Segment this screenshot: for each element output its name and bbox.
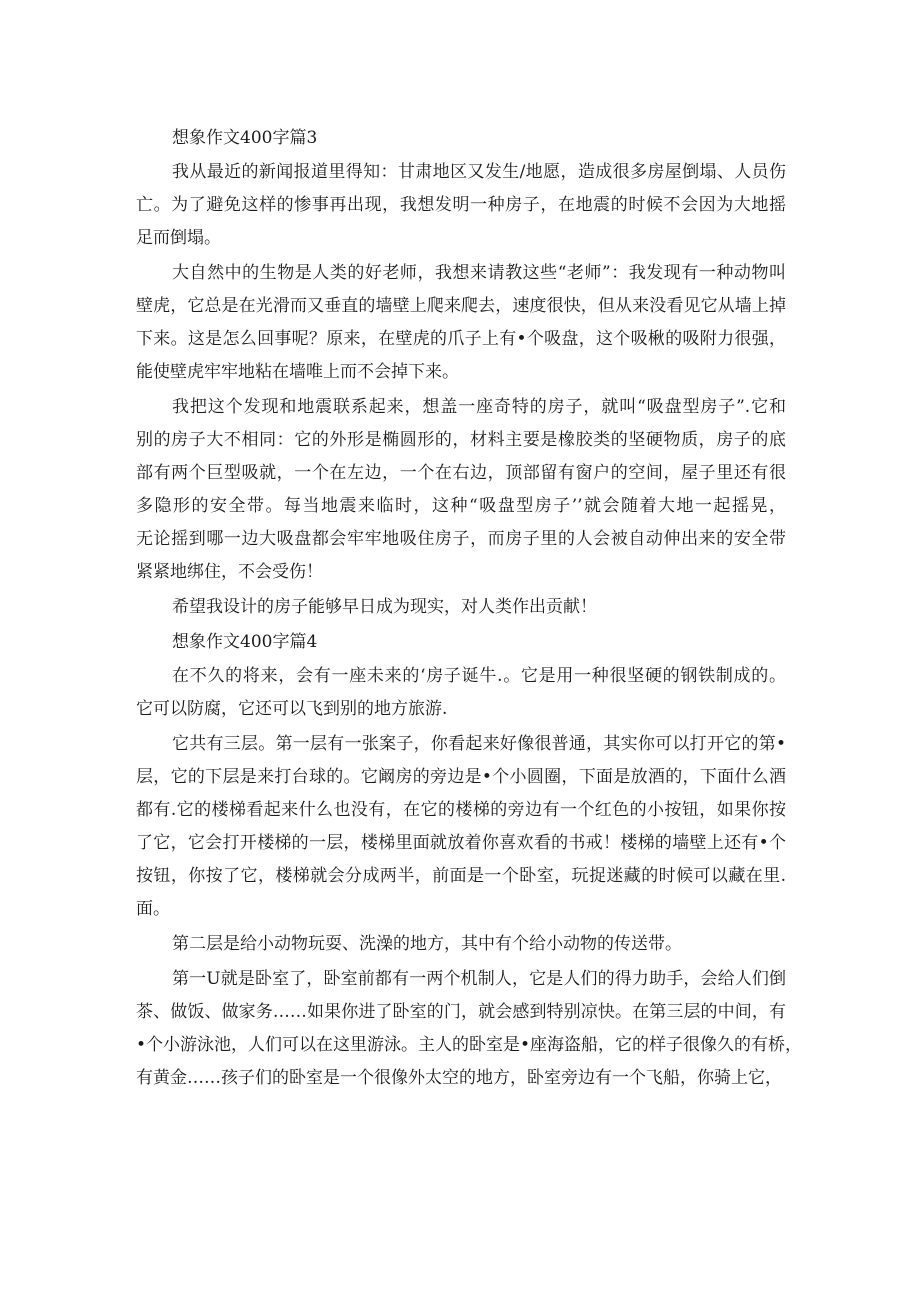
- paragraph-line: 它可以防腐，它还可以飞到别的地方旅游.: [136, 699, 448, 719]
- paragraph-line: 面。: [136, 899, 170, 919]
- paragraph: [136, 928, 786, 961]
- paragraph-line: 我从最近的新闻报道里得知：甘肃地区又发生/地愿，造成很多房屋倒塌、人员伤: [172, 162, 786, 182]
- paragraph-line: 部有两个巨型吸就，一个在左边，一个在右边，顶部留有窗户的空间，屋子里还有很: [136, 463, 786, 483]
- paragraph-line: 下来。这是怎么回事呢？原来，在壁虎的爪子上有•个吸盘，这个吸楸的吸附力很强，: [136, 329, 786, 349]
- paragraph-line: 茶、做饭、做家务……如果你进了卧室的门，就会感到特别凉快。在第三层的中间，有: [136, 1002, 786, 1022]
- paragraph-line: 别的房子大不相同：它的外形是椭圆形的，材料主要是橡胶类的坚硬物质，房子的底: [136, 430, 786, 450]
- paragraph-line: 有黄金……孩子们的卧室是一个很像外太空的地方，卧室旁边有一个飞船，你骑上它，: [136, 1068, 782, 1088]
- paragraph-line: 大自然中的生物是人类的好老师，我想来请教这些“老师”：我发现有一种动物叫: [172, 263, 786, 283]
- paragraph-line: 了它，它会打开楼梯的一层，楼梯里面就放着你喜欢看的书戒！楼梯的墙壁上还有•个: [136, 833, 786, 853]
- paragraph-line: 多隐形的安全带。每当地震来临时，这种“吸盘型房子’’就会随着大地一起摇晃，: [136, 496, 786, 516]
- paragraph-line: 无论摇到哪一边大吸盘都会牢牢地吸住房子，而房子里的人会被自动伸出来的安全带: [136, 529, 786, 549]
- paragraph-line: 第一U就是卧室了，卧室前都有一两个机制人，它是人们的得力助手，会给人们倒: [172, 969, 786, 989]
- paragraph-line: 希望我设计的房子能够早日成为现实，对人类作出贡献！: [172, 597, 597, 617]
- paragraph-line: 足而倒塌。: [136, 228, 221, 248]
- paragraph-line: 层，它的下层是来打台球的。它阚房的旁边是•个小圆圈，下面是放酒的，下面什么酒: [136, 767, 786, 787]
- section-heading: 想象作文400字篇4: [172, 632, 318, 652]
- paragraph-line: 能使壁虎牢牢地粘在墙唯上而不会掉下来。: [136, 362, 459, 382]
- paragraph-line: 在不久的将来，会有一座未来的‘房子诞牛.。它是用一种很坚硬的钢铁制成的。: [172, 666, 786, 686]
- document-body: [136, 122, 803, 1097]
- paragraph: [136, 660, 786, 726]
- paragraph-line: 按钮，你按了它，楼梯就会分成两半，前面是一个卧室，玩捉迷藏的时候可以藏在里.: [136, 866, 786, 886]
- paragraph: [136, 591, 786, 624]
- paragraph: [136, 156, 786, 255]
- paragraph-line: •个小游泳池，人们可以在这里游泳。主人的卧室是•座海盗船，它的样子很像久的有桥，: [136, 1035, 803, 1055]
- paragraph-line: 第二层是给小动物玩耍、洗澡的地方，其中有个给小动物的传送带。: [172, 934, 682, 954]
- paragraph-line: 亡。为了避免这样的惨事再出现，我想发明一种房子，在地震的时候不会因为大地摇: [136, 195, 786, 215]
- paragraph: [136, 963, 803, 1095]
- paragraph-line: 都有.它的楼梯看起来什么也没有，在它的楼梯的旁边有一个红色的小按钮，如果你按: [136, 800, 786, 820]
- section-heading: 想象作文400字篇3: [172, 128, 318, 148]
- paragraph: [136, 728, 786, 926]
- paragraph-line: 它共有三层。第一层有一张案子，你看起来好像很普通，其实你可以打开它的第•: [172, 734, 786, 754]
- paragraph: [136, 257, 786, 389]
- paragraph-line: 我把这个发现和地震联系起来，想盖一座奇特的房子，就叫“吸盘型房子”.它和: [172, 397, 786, 417]
- paragraph: [136, 391, 786, 589]
- paragraph-line: 紧紧地绑住，不会受伤！: [136, 562, 323, 582]
- paragraph-line: 壁虎，它总是在光滑而又垂直的墙壁上爬来爬去，速度很快，但从来没看见它从墙上掉: [136, 296, 786, 316]
